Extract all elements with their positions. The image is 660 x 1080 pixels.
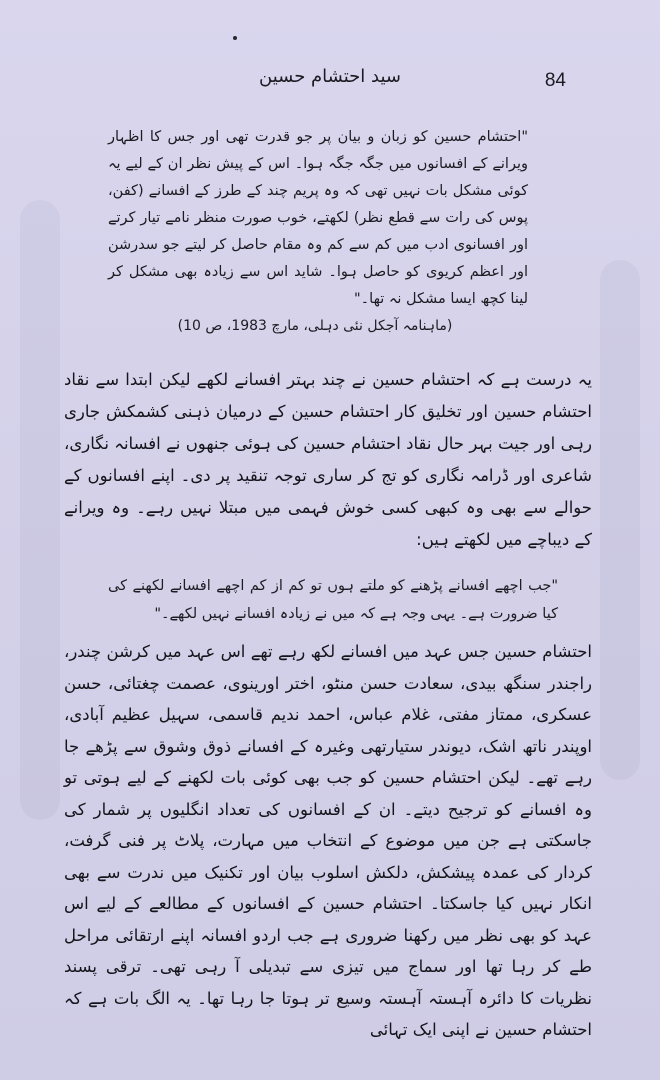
show-through-left — [20, 200, 60, 820]
inline-quote: "جب اچھے افسانے پڑھنے کو ملتے ہوں تو کم از کم اچھے افسانے لکھنے کی کیا ضرورت ہے۔ یہی وجہ ہے کہ میں نے زیادہ افسانے نہیں لکھے۔" — [108, 578, 558, 622]
show-through-right — [600, 260, 640, 780]
page-header — [0, 64, 660, 100]
body-paragraph-2: احتشام حسین جس عہد میں افسانے لکھ رہے تھے اس عہد میں کرشن چندر، راجندر سنگھ بیدی، سعادت حسن منٹو، اختر اورینوی، عصمت چغتائی، حسن عسکری، ممتاز مفتی، غلام عباس، احمد ندیم قاسمی، سہیل عظیم آبادی، اوپندر ناتھ اشک، دیوندر ستیارتھی وغیرہ کے افسانے ذوق وشوق سے پڑھے جا رہے تھے۔ لیکن احتشام حسین کو جب بھی کوئی بات لکھنے کے لیے ہوتی تو وہ افسانے کو ترجیح دیتے۔ ان کے افسانوں کی تعداد انگلیوں پر شمار کی جاسکتی ہے جن میں موضوع کے انتخاب میں مہارت، پلاٹ پر فنی گرفت، کردار کی عمدہ پیشکش، دلکش اسلوب بیان اور تکنیک میں ندرت سے بھی انکار نہیں کیا جاسکتا۔ احتشام حسین کے افسانوں کے مطالعے کے لیے اس عہد کو بھی نظر میں رکھنا ضروری ہے جب اردو افسانہ اپنے ارتقائی مراحل طے کر رہا تھا اور سماج میں تیزی سے تبدیلی آ رہی تھی۔ ترقی پسند نظریات کا دائرہ آہستہ آہستہ وسیع تر ہوتا جا رہا تھا۔ یہ الگ بات ہے کہ احتشام حسین نے اپنی ایک تہائی — [64, 642, 592, 1039]
block-quote: "احتشام حسین کو زبان و بیان پر جو قدرت تھی اور جس کا اظہار ویرانے کے افسانوں میں جگہ جگہ ہوا۔ اس کے پیش نظر ان کے لیے یہ کوئی مشکل بات نہیں تھی کہ وہ پریم چند کے طرز کے افسانے (کفن، پوس کی رات سے قطع نظر) لکھتے، خوب صورت منظر نامے تیار کرتے اور افسانوی ادب میں کم سے کم وہ مقام حاصل کر لیتے جو سدرشن اور اعظم کریوی کو حاصل ہوا۔ شاید اس سے زیادہ بھی مشکل کر لینا کچھ ایسا مشکل نہ تھا۔" — [108, 129, 528, 307]
running-head: سید احتشام حسین — [259, 66, 401, 87]
page-number: 84 — [544, 70, 566, 91]
body-paragraph-1: یہ درست ہے کہ احتشام حسین نے چند بہتر افسانے لکھے لیکن ابتدا سے نقاد احتشام حسین اور تخلیق کار احتشام حسین کے درمیان ذہنی کشمکش جاری رہی اور جیت بہر حال نقاد احتشام حسین کی ہوئی جنھوں نے افسانہ نگاری، شاعری اور ڈرامہ نگاری کو تج کر ساری توجہ تنقید پر دی۔ اپنے افسانوں کے حوالے سے بھی وہ کبھی کسی خوش فہمی میں مبتلا نہیں رہے۔ وہ ویرانے کے دیباچے میں لکھتے ہیں: — [64, 370, 592, 549]
quote-citation: (ماہنامہ آجکل نئی دہلی، مارچ 1983، ص 10) — [177, 318, 453, 334]
ink-speck — [233, 36, 237, 40]
